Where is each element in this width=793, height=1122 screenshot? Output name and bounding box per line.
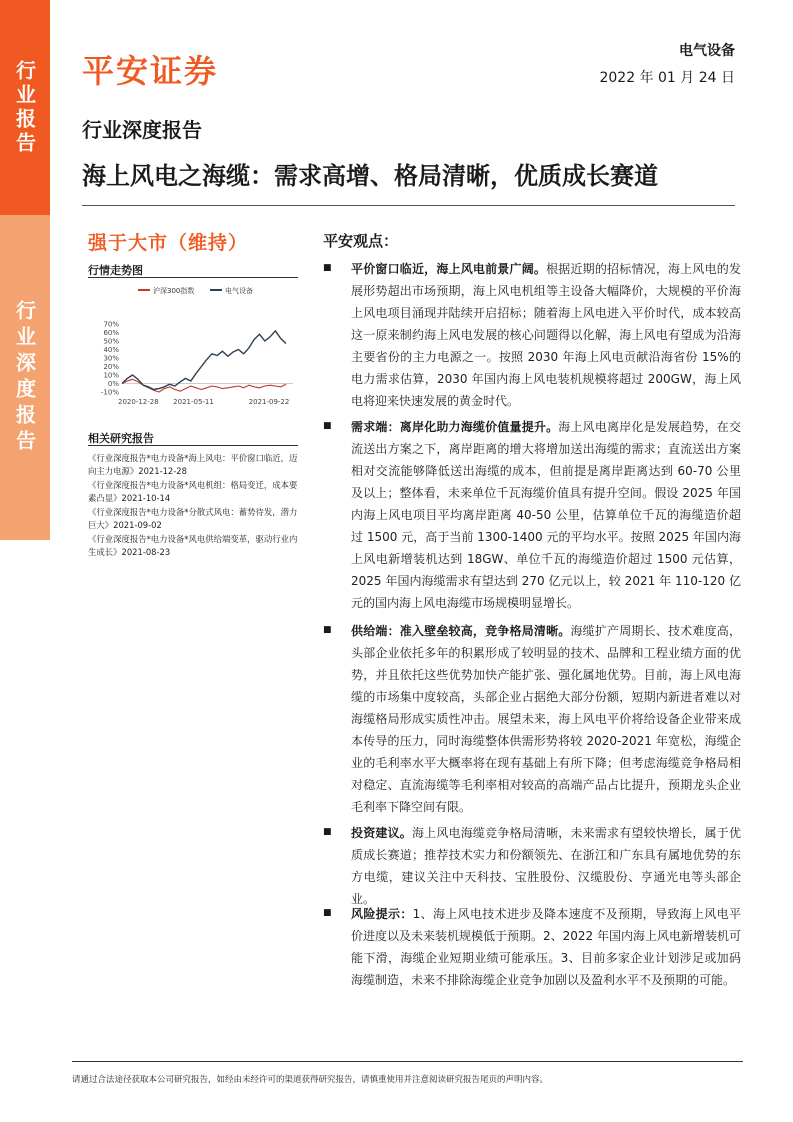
trend-divider	[88, 277, 298, 278]
x-axis	[118, 398, 289, 406]
x-tick-label: 2020-12-28	[118, 398, 159, 406]
related-reports-list	[88, 452, 300, 560]
related-report-item[interactable]: 《行业深度报告*电力设备*风电机组：格局变迁，成本要素凸显》2021-10-14	[88, 480, 298, 503]
y-tick-label: 0%	[107, 380, 119, 388]
x-tick-label: 2021-09-22	[248, 398, 290, 406]
para-demand-side	[323, 416, 741, 614]
para-body	[351, 620, 741, 818]
viewpoint-title: 平安观点：	[323, 232, 399, 250]
related-divider	[88, 445, 298, 446]
series-line-electrical	[122, 331, 286, 390]
y-tick-label: -10%	[100, 388, 119, 397]
y-axis	[101, 321, 119, 397]
para-text: 根据近期的招标情况，海上风电的发展形势超出市场预期，海上风电机组等主设备大幅降价，大规模的平价海上风电项目涌现并陆续开启招标；随着海上风电进入平价时代，成本较高这一原来制约海上风电发展的核心问题得以化解，海上风电有望成为沿海主要省份的主力电源之一。按照 2030 年海上风电贡献沿海省份 15%的电力需求估算，2030 年国内海上风电装机规模将超过 200GW，海上风电将迎来快速发展的黄金时代。	[351, 262, 741, 408]
trend-chart-svg	[88, 280, 298, 420]
para-investment-advice	[323, 822, 741, 910]
side-tab-industry-report	[0, 0, 50, 215]
para-supply-side	[323, 620, 741, 818]
report-type: 行业深度报告	[82, 118, 202, 142]
legend-label-electrical: 电气设备	[225, 287, 253, 295]
y-tick-label: 10%	[103, 371, 119, 380]
related-report-item[interactable]: 《行业深度报告*电力设备*分散式风电：蓄势待发，潜力巨大》2021-09-02	[88, 507, 298, 530]
pingan-logo: 平安证券	[82, 52, 219, 90]
y-tick-label: 20%	[103, 363, 119, 371]
trend-chart	[88, 280, 298, 420]
footer-divider	[72, 1061, 743, 1062]
para-heading: 投资建议。	[351, 826, 412, 840]
related-reports-title: 相关研究报告	[88, 432, 154, 445]
para-parity-window	[323, 258, 741, 412]
side-tab-deep-report	[0, 215, 50, 540]
para-heading: 风险提示：	[351, 907, 413, 921]
bullet-square-icon: ■	[323, 827, 332, 837]
para-body	[351, 416, 741, 614]
para-text: 1、海上风电技术进步及降本速度不及预期，导致海上风电平价进度以及未来装机规模低于预期。2、2022 年国内海上风电新增装机可能下滑，海缆企业短期业绩可能承压。3、目前多家企业计划涉足或加码海缆制造，未来不排除海缆企业竞争加剧以及盈利水平不及预期的可能。	[351, 907, 741, 987]
related-report-item[interactable]: 《行业深度报告*电力设备*海上风电：平价窗口临近，迈向主力电源》2021-12-28	[88, 453, 298, 476]
footer-disclaimer: 请通过合法途径获取本公司研究报告，如经由未经许可的渠道获得研究报告，请慎重使用并注意阅读研究报告尾页的声明内容。	[72, 1075, 549, 1085]
y-tick-label: 70%	[103, 320, 119, 329]
para-heading: 需求端：离岸化助力海缆价值量提升。	[351, 420, 559, 434]
rating-badge: 强于大市（维持）	[88, 232, 249, 254]
related-report-item[interactable]: 《行业深度报告*电力设备*风电供给端变革，驱动行业内生成长》2021-08-23	[88, 534, 298, 557]
legend-label-hs300: 沪深300指数	[153, 287, 195, 295]
trend-chart-title: 行情走势图	[88, 264, 143, 277]
para-body	[351, 903, 741, 991]
page-title: 海上风电之海缆：需求高增、格局清晰，优质成长赛道	[82, 162, 658, 190]
para-heading: 供给端：准入壁垒较高，竞争格局清晰。	[351, 624, 571, 638]
para-text: 海上风电海缆竞争格局清晰，未来需求有望较快增长，属于优质成长赛道；推荐技术实力和份额领先、在浙江和广东具有属地优势的东方电缆，建议关注中天科技、宝胜股份、汉缆股份、亨通光电等头部企业。	[351, 826, 741, 906]
industry-label: 电气设备	[679, 43, 735, 59]
bullet-square-icon: ■	[323, 908, 332, 918]
series-group	[122, 331, 286, 392]
y-tick-label: 30%	[103, 354, 119, 363]
para-risk-warning	[323, 903, 741, 991]
side-tab-top-label: 行业报告	[12, 59, 37, 156]
bullet-square-icon: ■	[323, 263, 332, 273]
para-text: 海缆扩产周期长、技术难度高，头部企业依托多年的积累形成了较明显的技术、品牌和工程业绩方面的优势，并且依托这些优势加快产能扩张、强化属地优势。目前，海上风电海缆的市场集中度较高，头部企业占据绝大部分份额，短期内新进者难以对海缆格局形成实质性冲击。展望未来，海上风电平价将给设备企业带来成本传导的压力，同时海缆整体供需形势将较 2020-2021 年宽松，海缆企业的毛利率水平大概率将在现有基础上有所下降；但考虑海缆竞争格局相对稳定、直流海缆等毛利率相对较高的高端产品占比提升，预期龙头企业毛利率下降空间有限。	[351, 624, 741, 814]
y-tick-label: 60%	[103, 329, 119, 337]
para-heading: 平价窗口临近，海上风电前景广阔。	[351, 262, 547, 276]
para-body	[351, 822, 741, 910]
report-date: 2022 年 01 月 24 日	[599, 70, 735, 86]
bullet-square-icon: ■	[323, 421, 332, 431]
y-tick-label: 50%	[103, 337, 119, 346]
x-tick-label: 2021-05-11	[173, 398, 214, 406]
y-tick-label: 40%	[103, 346, 119, 354]
para-text: 海上风电离岸化是发展趋势，在交流送出方案之下，离岸距离的增大将增加送出海缆的需求；直流送出方案相对交流能够降低送出海缆的成本，但前提是离岸距离达到 60-70 公里及以上；整体看，未来单位千瓦海缆价值具有提升空间。假设 2025 年国内海上风电项目平均离岸距离 40-50 公里，估算单位千瓦的海缆造价超过 1500 元，高于当前 1300-1400 元的平均水平。按照 2025 年国内海上风电新增装机达到 18GW、单位千瓦的海缆造价超过 1500 元估算，2025 年国内海缆需求有望达到 270 亿元以上，较 2021 年 110-120 亿元的国内海上风电海缆市场规模明显增长。	[351, 420, 741, 610]
para-body	[351, 258, 741, 412]
side-tab-bottom-label: 行业深度报告	[12, 299, 37, 456]
bullet-square-icon: ■	[323, 625, 332, 635]
title-divider	[82, 205, 735, 206]
